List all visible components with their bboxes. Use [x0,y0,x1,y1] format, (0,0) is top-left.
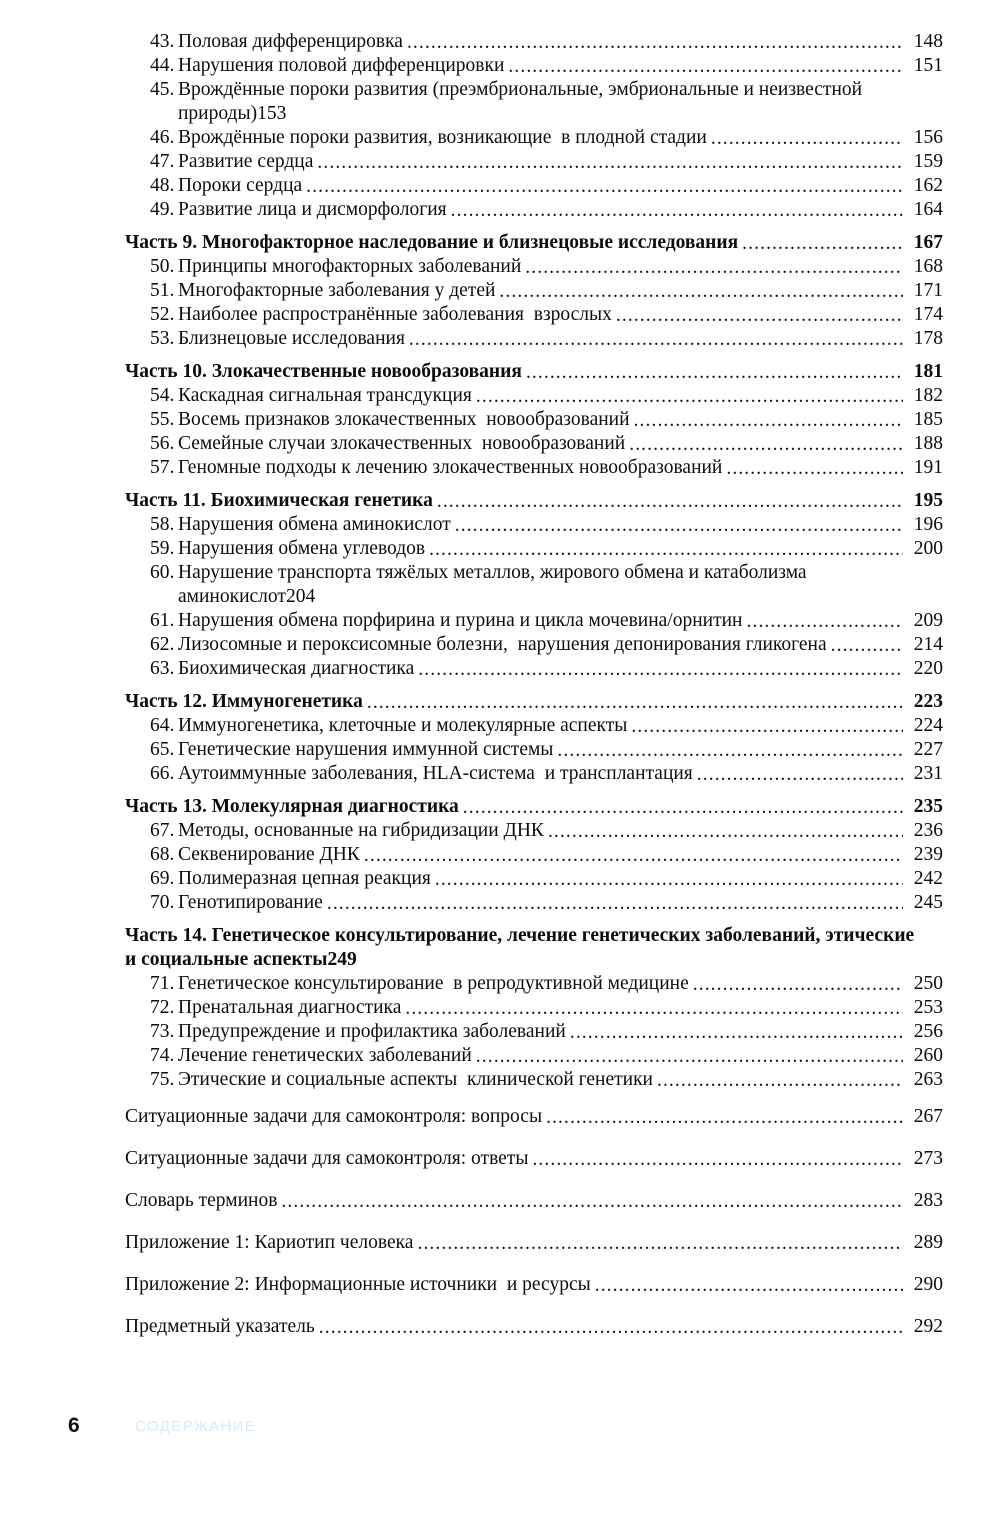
toc-entry-title: Генетическое консультирование в репродуктивной медицине [178,973,689,994]
dot-leader [317,155,903,174]
toc-part-title: Часть 12. Иммуногенетика [125,691,363,712]
dot-leader [629,437,903,456]
toc-chapter-entry[interactable] [150,537,943,561]
toc-entry-title-line2: природы) [178,103,258,124]
toc-chapter-entry[interactable] [150,279,943,303]
dot-leader [634,413,903,432]
toc-page-number: 223 [913,691,943,712]
toc-chapter-entry[interactable] [150,126,943,150]
dot-leader [405,1001,903,1020]
dot-leader [499,284,903,303]
dot-leader [437,494,903,513]
toc-backmatter-entry[interactable] [125,1142,943,1176]
toc-page-number: 256 [913,1021,943,1042]
toc-entry-title: Восемь признаков злокачественных новообразований [178,409,630,430]
toc-entry-number: 51. [150,280,175,301]
toc-entry-number: 65. [150,739,175,760]
dot-leader [570,1025,903,1044]
toc-entry-title: Предупреждение и профилактика заболеваний [178,1021,566,1042]
toc-entry-number: 62. [150,634,175,655]
toc-chapter-entry[interactable] [150,432,943,456]
toc-part-heading[interactable] [125,690,943,714]
toc-page-number: 253 [913,997,943,1018]
toc-entry-number: 74. [150,1045,175,1066]
toc-entry-title: Нарушения обмена углеводов [178,538,426,559]
toc-entry-number: 72. [150,997,175,1018]
toc-entry-title: Лечение генетических заболеваний [178,1045,472,1066]
toc-page-number: 267 [913,1106,943,1127]
toc-entry-number: 66. [150,763,175,784]
toc-entry-number: 64. [150,715,175,736]
toc-part-title: Часть 10. Злокачественные новообразования [125,361,522,382]
toc-entry-title: Пренатальная диагностика [178,997,402,1018]
dot-leader [451,203,903,222]
toc-chapter-entry[interactable] [150,843,943,867]
toc-entry-number: 60. [150,562,175,583]
toc-page-number: 168 [913,256,943,277]
toc-entry-title: Нарушения обмена порфирина и пурина и цикла мочевина/орнитин [178,610,743,631]
toc-page-number: 290 [913,1274,943,1295]
toc-page-number: 195 [913,490,943,511]
toc-chapter-entry[interactable] [150,657,943,681]
dot-leader [476,1049,903,1068]
toc-entry-title-line1: Нарушение транспорта тяжёлых металлов, жирового обмена и катаболизма [178,562,807,583]
toc-entry-number: 75. [150,1069,175,1090]
toc-entry-number: 45. [150,79,175,100]
toc-page-number: 235 [913,796,943,817]
toc-page-number: 239 [913,844,943,865]
toc-backmatter-title: Приложение 2: Информационные источники и ресурсы [125,1274,591,1295]
toc-page-number: 231 [913,763,943,784]
toc-page-number: 174 [913,304,943,325]
toc-part-title: Часть 11. Биохимическая генетика [125,490,433,511]
toc-backmatter-title: Ситуационные задачи для самоконтроля: вопросы [125,1106,543,1127]
dot-leader [532,1157,903,1176]
toc-part-heading[interactable] [125,795,943,819]
dot-leader [726,461,903,480]
toc-entry-title: Аутоиммунные заболевания, HLA-система и трансплантация [178,763,693,784]
toc-chapter-entry[interactable] [150,513,943,537]
toc-entry-title: Нарушения половой дифференцировки [178,55,505,76]
dot-leader [631,719,903,738]
toc-page-number: 153 [257,103,287,124]
toc-page-number: 204 [285,586,316,607]
toc-chapter-entry[interactable] [150,408,943,432]
toc-entry-title: Геномные подходы к лечению злокачественных новообразований [178,457,723,478]
toc-page-number: 156 [913,127,943,148]
toc-entry-number: 69. [150,868,175,889]
dot-leader [429,542,903,561]
toc-entry-number: 67. [150,820,175,841]
page-footer [0,1414,1000,1454]
dot-leader [526,365,903,384]
dot-leader [435,872,903,891]
toc-part-heading[interactable] [125,231,943,255]
toc-page-number: 151 [913,55,943,76]
toc-entry-title: Иммуногенетика, клеточные и молекулярные аспекты [178,715,628,736]
toc-part-title: Часть 9. Многофакторное наследование и близнецовые исследования [125,232,739,253]
toc-entry-number: 44. [150,55,175,76]
toc-entry-title: Пороки сердца [178,175,303,196]
toc-entry-number: 70. [150,892,175,913]
toc-page-number: 191 [913,457,943,478]
dot-leader [525,260,903,279]
dot-leader [463,800,903,819]
toc-part-heading[interactable] [125,360,943,384]
toc-entry-title: Врождённые пороки развития, возникающие в плодной стадии [178,127,707,148]
toc-entry-title: Каскадная сигнальная трансдукция [178,385,472,406]
dot-leader [697,767,903,786]
toc-part-heading[interactable] [125,924,943,972]
toc-chapter-entry[interactable] [150,150,943,174]
toc-backmatter-title: Предметный указатель [125,1316,315,1337]
toc-chapter-entry[interactable] [150,1068,943,1092]
table-of-contents [125,30,943,1344]
toc-chapter-entry[interactable] [150,996,943,1020]
toc-chapter-entry[interactable] [150,738,943,762]
toc-entry-title-line2: аминокислот [178,586,286,607]
toc-part-title-line1: Часть 14. Генетическое консультирование, лечение генетических заболеваний, этические [125,925,915,946]
toc-page-number: 214 [913,634,943,655]
toc-part-title-line2: и социальные аспекты [125,949,328,970]
dot-leader [409,332,903,351]
toc-chapter-entry[interactable] [150,561,943,609]
dot-leader [616,308,903,327]
toc-chapter-entry[interactable] [150,78,943,126]
toc-chapter-entry[interactable] [150,972,943,996]
dot-leader [476,389,903,408]
dot-leader [831,638,903,657]
toc-page-number: 171 [913,280,943,301]
toc-page-number: 178 [913,328,943,349]
dot-leader [693,977,903,996]
dot-leader [742,236,903,255]
toc-backmatter-entry[interactable] [125,1310,943,1344]
toc-entry-title: Нарушения обмена аминокислот [178,514,451,535]
toc-page-number: 182 [913,385,943,406]
toc-chapter-entry[interactable] [150,327,943,351]
toc-entry-number: 50. [150,256,175,277]
toc-page-number: 148 [913,31,943,52]
toc-entry-number: 71. [150,973,175,994]
toc-backmatter-title: Приложение 1: Кариотип человека [125,1232,414,1253]
toc-chapter-entry[interactable] [150,456,943,480]
toc-page-number: 273 [913,1148,943,1169]
dot-leader [417,1241,903,1260]
toc-backmatter-title: Словарь терминов [125,1190,278,1211]
dot-leader [364,848,903,867]
dot-leader [557,743,903,762]
toc-entry-title: Многофакторные заболевания у детей [178,280,496,301]
toc-entry-number: 58. [150,514,175,535]
dot-leader [306,179,903,198]
toc-entry-title: Методы, основанные на гибридизации ДНК [178,820,544,841]
toc-page-number: 159 [913,151,943,172]
toc-chapter-entry[interactable] [150,54,943,78]
toc-entry-number: 48. [150,175,175,196]
dot-leader [595,1283,903,1302]
toc-page-number: 289 [913,1232,943,1253]
toc-page-number: 292 [913,1316,943,1337]
toc-page-number: 249 [327,949,357,970]
toc-chapter-entry[interactable] [150,1044,943,1068]
toc-entry-number: 68. [150,844,175,865]
toc-page-number: 164 [913,199,943,220]
footer-section-caption: СОДЕРЖАНИЕ [135,1418,257,1435]
dot-leader [711,131,903,150]
toc-page-number: 224 [913,715,943,736]
page-number: 6 [68,1414,80,1437]
dot-leader [319,1325,903,1344]
toc-entry-title: Секвенирование ДНК [178,844,360,865]
toc-page-number: 220 [913,658,943,679]
toc-chapter-entry[interactable] [150,867,943,891]
toc-page-number: 188 [913,433,943,454]
toc-entry-number: 46. [150,127,175,148]
toc-page-number: 242 [913,868,943,889]
toc-chapter-entry[interactable] [150,633,943,657]
dot-leader [367,695,903,714]
toc-entry-title: Развитие лица и дисморфология [178,199,447,220]
toc-entry-number: 61. [150,610,175,631]
toc-backmatter-title: Ситуационные задачи для самоконтроля: ответы [125,1148,529,1169]
toc-page-number: 250 [913,973,943,994]
toc-chapter-entry[interactable] [150,714,943,738]
toc-page-number: 283 [913,1190,943,1211]
toc-page-number: 167 [913,232,943,253]
toc-backmatter-entry[interactable] [125,1100,943,1134]
toc-entry-title: Этические и социальные аспекты клинической генетики [178,1069,653,1090]
toc-backmatter-entry[interactable] [125,1226,943,1260]
toc-entry-number: 53. [150,328,175,349]
dot-leader [418,662,903,681]
toc-entry-title: Генотипирование [178,892,323,913]
toc-page-number: 245 [913,892,943,913]
toc-chapter-entry[interactable] [150,762,943,786]
toc-page-number: 236 [913,820,943,841]
toc-chapter-entry[interactable] [150,1020,943,1044]
dot-leader [327,896,903,915]
toc-page-number: 181 [913,361,943,382]
toc-chapter-entry[interactable] [150,303,943,327]
toc-chapter-entry[interactable] [150,819,943,843]
toc-entry-number: 43. [150,31,175,52]
toc-entry-title: Наиболее распространённые заболевания взрослых [178,304,612,325]
toc-entry-number: 56. [150,433,175,454]
toc-backmatter-entry[interactable] [125,1184,943,1218]
toc-entry-title: Генетические нарушения иммунной системы [178,739,554,760]
toc-page-number: 260 [913,1045,943,1066]
toc-entry-title: Семейные случаи злокачественных новообразований [178,433,626,454]
toc-page-number: 200 [913,538,943,559]
toc-part-title: Часть 13. Молекулярная диагностика [125,796,459,817]
toc-part-heading[interactable] [125,489,943,513]
toc-chapter-entry[interactable] [150,198,943,222]
toc-chapter-entry[interactable] [150,891,943,915]
toc-entry-number: 59. [150,538,175,559]
toc-entry-number: 57. [150,457,175,478]
toc-entry-title: Принципы многофакторных заболеваний [178,256,522,277]
toc-entry-number: 52. [150,304,175,325]
dot-leader [546,1115,903,1134]
toc-entry-title: Развитие сердца [178,151,314,172]
toc-backmatter-entry[interactable] [125,1268,943,1302]
toc-chapter-entry[interactable] [150,30,943,54]
toc-entry-title: Биохимическая диагностика [178,658,415,679]
toc-page-number: 185 [913,409,943,430]
toc-entry-number: 63. [150,658,175,679]
dot-leader [455,518,903,537]
toc-entry-title: Полимеразная цепная реакция [178,868,431,889]
dot-leader [548,824,903,843]
toc-chapter-entry[interactable] [150,255,943,279]
toc-chapter-entry[interactable] [150,174,943,198]
toc-entry-title: Половая дифференцировка [178,31,403,52]
dot-leader [281,1199,903,1218]
toc-page-number: 162 [913,175,943,196]
toc-entry-number: 49. [150,199,175,220]
dot-leader [657,1073,903,1092]
toc-page-number: 209 [913,610,943,631]
toc-page-number: 263 [913,1069,943,1090]
toc-entry-title: Лизосомные и пероксисомные болезни, нарушения депонирования гликогена [178,634,827,655]
toc-entry-number: 73. [150,1021,175,1042]
toc-page-number: 227 [913,739,943,760]
toc-page-number: 196 [913,514,943,535]
dot-leader [407,35,903,54]
toc-entry-title: Близнецовые исследования [178,328,405,349]
toc-entry-number: 47. [150,151,175,172]
toc-entry-number: 54. [150,385,175,406]
dot-leader [747,614,904,633]
toc-chapter-entry[interactable] [150,609,943,633]
toc-entry-number: 55. [150,409,175,430]
toc-chapter-entry[interactable] [150,384,943,408]
toc-entry-title-line1: Врождённые пороки развития (преэмбриональные, эмбриональные и неизвестной [178,79,863,100]
dot-leader [508,59,903,78]
